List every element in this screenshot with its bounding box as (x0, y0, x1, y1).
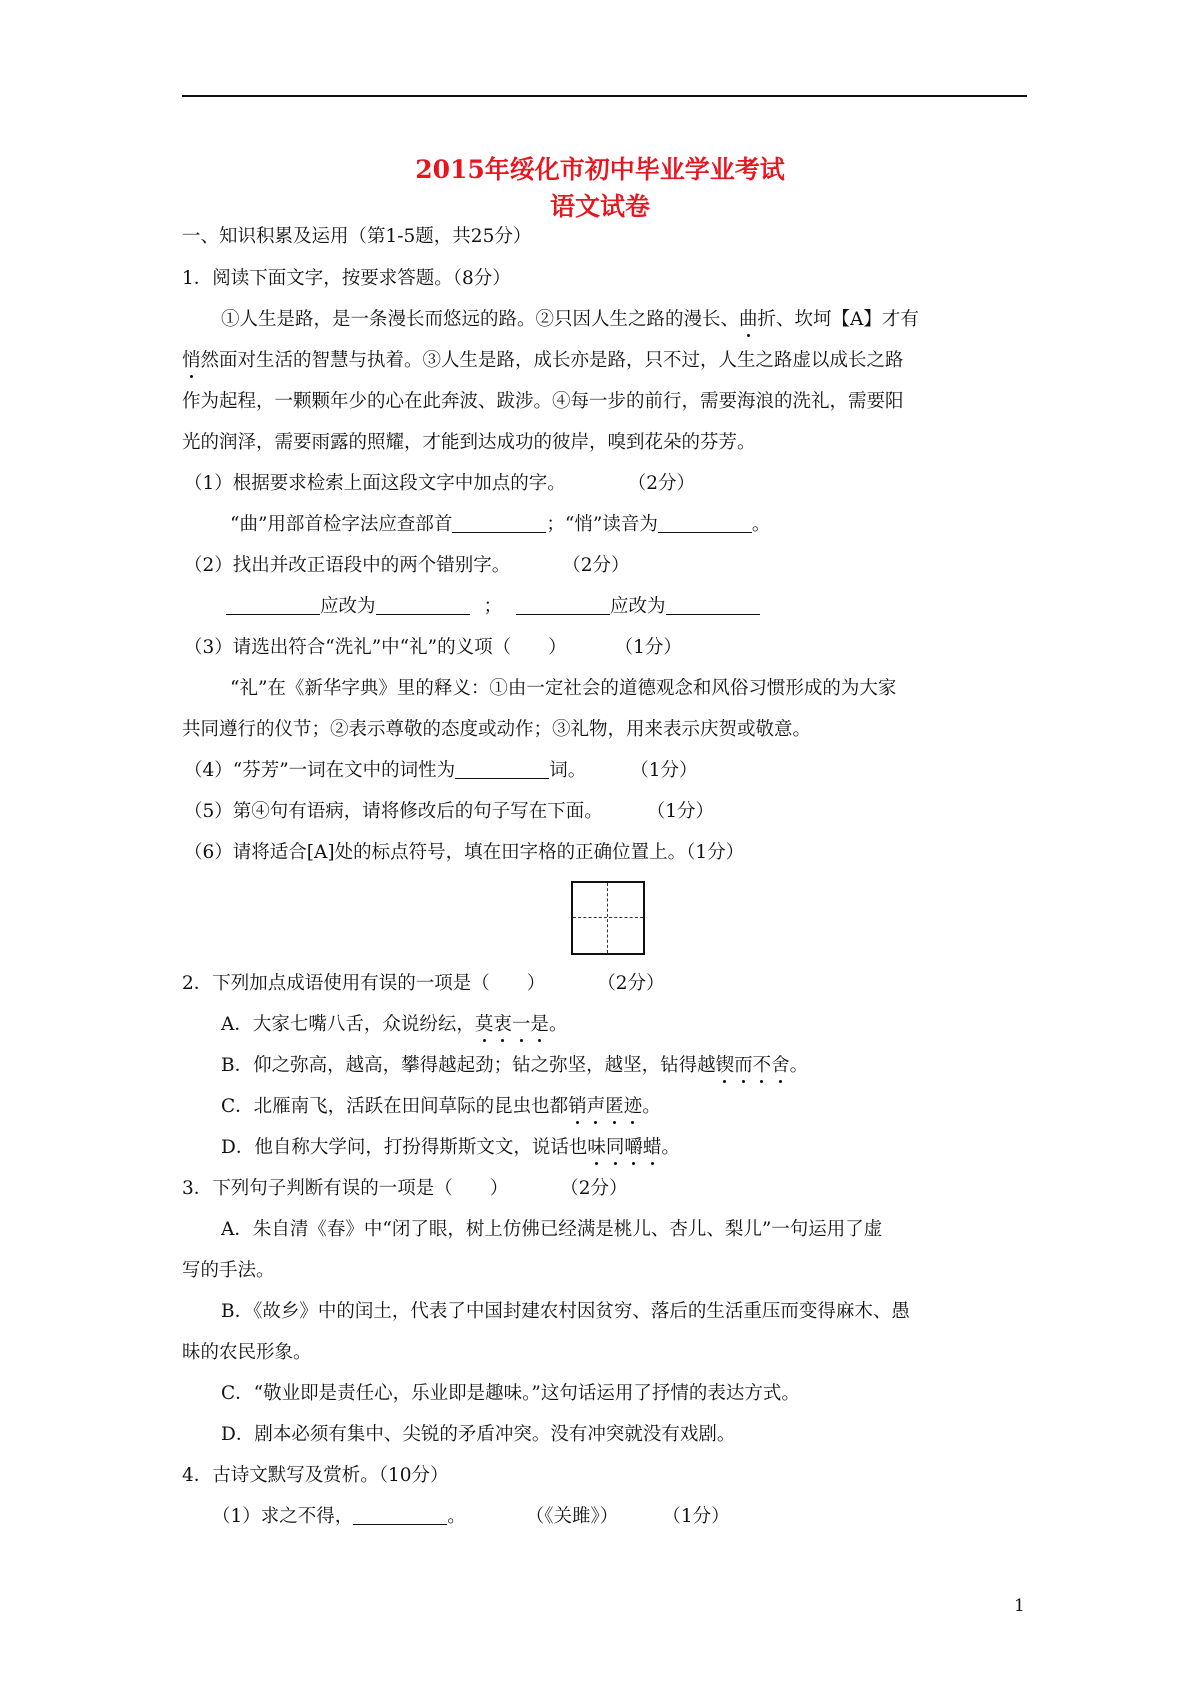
tianzige-dashed-v (607, 883, 608, 953)
q2-option-c: C．北雁南飞，活跃在田间草际的昆虫也都销声匿迹。 (221, 1092, 661, 1118)
dotted-char-qu: 曲 (739, 305, 758, 331)
exam-title: 2015年绥化市初中毕业学业考试 (415, 155, 785, 184)
tianzige-dashed-h (573, 917, 643, 918)
dotted-char: 而 (734, 1051, 753, 1077)
q3-option-d: D．剧本必须有集中、尖锐的矛盾冲突。没有冲突就没有戏剧。 (221, 1424, 736, 1445)
q2-option-d: D．他自称大学问，打扮得斯斯文文，说话也味同嚼蜡。 (221, 1133, 680, 1159)
q1-sub2: （2）找出并改正语段中的两个错别字。 （2分） (184, 555, 630, 576)
q2-option-b: B．仰之弥高，越高，攀得越起劲；钻之弥坚，越坚，钻得越锲而不舍。 (221, 1051, 808, 1077)
answer-blank[interactable] (455, 760, 549, 779)
dotted-char: 锲 (716, 1051, 735, 1077)
dotted-char: 蜡 (643, 1133, 662, 1159)
dotted-idiom (475, 1014, 549, 1035)
q3-option-b-line-2: 昧的农民形象。 (182, 1342, 312, 1363)
q2-stem: 2．下列加点成语使用有误的一项是（ ） （2分） (182, 973, 665, 994)
dotted-char: 嚼 (624, 1133, 643, 1159)
q3-stem: 3．下列句子判断有误的一项是（ ） （2分） (182, 1178, 628, 1199)
dotted-char: 舍 (771, 1051, 790, 1077)
q1-sub5: （5）第④句有语病，请将修改后的句子写在下面。 （1分） (184, 801, 715, 822)
top-rule (182, 95, 1027, 97)
dotted-char: 一 (512, 1010, 531, 1036)
dotted-char: 匿 (605, 1092, 624, 1118)
answer-blank[interactable] (666, 596, 760, 615)
dotted-char: 不 (753, 1051, 772, 1077)
q1-sub2-answer: 应改为 ； 应改为 (226, 592, 760, 618)
dotted-char: 莫 (475, 1010, 494, 1036)
q1-sub6: （6）请将适合[A]处的标点符号，填在田字格的正确位置上。（1分） (184, 842, 745, 863)
q1-passage-line-2: 悄然面对生活的智慧与执着。③人生是路，成长亦是路，只不过，人生之路虚以成长之路 (182, 346, 904, 372)
section-heading: 一、知识积累及运用（第1-5题，共25分） (182, 226, 532, 247)
q3-option-a-line-2: 写的手法。 (182, 1260, 275, 1281)
dotted-char: 味 (587, 1133, 606, 1159)
q1-passage-line-1: ①人生是路，是一条漫长而悠远的路。②只因人生之路的漫长、曲折、坎坷【A】才有 (221, 305, 919, 331)
dotted-idiom (716, 1055, 790, 1076)
exam-subtitle: 语文试卷 (549, 192, 650, 221)
dotted-char-qiao: 悄 (182, 346, 201, 372)
q1-sub1: （1）根据要求检索上面这段文字中加点的字。 （2分） (184, 473, 696, 494)
q1-stem: 1．阅读下面文字，按要求答题。（8分） (182, 268, 511, 289)
answer-blank[interactable] (516, 596, 610, 615)
q3-option-c: C．“敬业即是责任心，乐业即是趣味。”这句话运用了抒情的表达方式。 (221, 1383, 800, 1404)
dotted-idiom (568, 1096, 642, 1117)
q4-stem: 4．古诗文默写及赏析。（10分） (182, 1465, 449, 1486)
dotted-char: 销 (568, 1092, 587, 1118)
q4-sub1: （1）求之不得， 。 （《关雎》） （1分） (212, 1506, 730, 1527)
answer-blank[interactable] (353, 1506, 447, 1525)
dotted-char: 同 (606, 1133, 625, 1159)
dotted-char: 迹 (624, 1092, 643, 1118)
q1-passage-line-4: 光的润泽，需要雨露的照耀，才能到达成功的彼岸，嗅到花朵的芬芳。 (182, 432, 756, 453)
q3-option-a-line-1: A．朱自清《春》中“闭了眼，树上仿佛已经满是桃儿、杏儿、梨儿”一句运用了虚 (221, 1219, 883, 1240)
dotted-char: 是 (530, 1010, 549, 1036)
q1-sub3: （3）请选出符合“洗礼”中“礼”的义项（ ） （1分） (184, 637, 682, 658)
answer-blank[interactable] (658, 514, 752, 533)
answer-blank[interactable] (452, 514, 546, 533)
tianzige-box[interactable] (571, 881, 645, 955)
answer-blank[interactable] (226, 596, 320, 615)
q2-option-a: A．大家七嘴八舌，众说纷纭，莫衷一是。 (221, 1010, 567, 1036)
page-number: 1 (1014, 1596, 1025, 1616)
q1-passage-line-3: 作为起程，一颗颗年少的心在此奔波、跋涉。④每一步的前行，需要海浪的洗礼，需要阳 (182, 391, 904, 412)
dotted-char: 衷 (493, 1010, 512, 1036)
q1-sub4: （4）“芬芳”一词在文中的词性为 词。 （1分） (184, 760, 698, 781)
q1-sub3-def-2: 共同遵行的仪节；②表示尊敬的态度或动作；③礼物，用来表示庆贺或敬意。 (182, 719, 812, 740)
dotted-idiom (587, 1137, 661, 1158)
q1-sub3-def-1: “礼”在《新华字典》里的释义：①由一定社会的道德观念和风俗习惯形成的为大家 (230, 678, 897, 699)
dotted-char: 声 (587, 1092, 606, 1118)
answer-blank[interactable] (376, 596, 470, 615)
q1-sub1-answer: “曲”用部首检字法应查部首 ；“悄”读音为 。 (230, 514, 771, 535)
q3-option-b-line-1: B．《故乡》中的闰土，代表了中国封建农村因贫穷、落后的生活重压而变得麻木、愚 (221, 1301, 910, 1322)
